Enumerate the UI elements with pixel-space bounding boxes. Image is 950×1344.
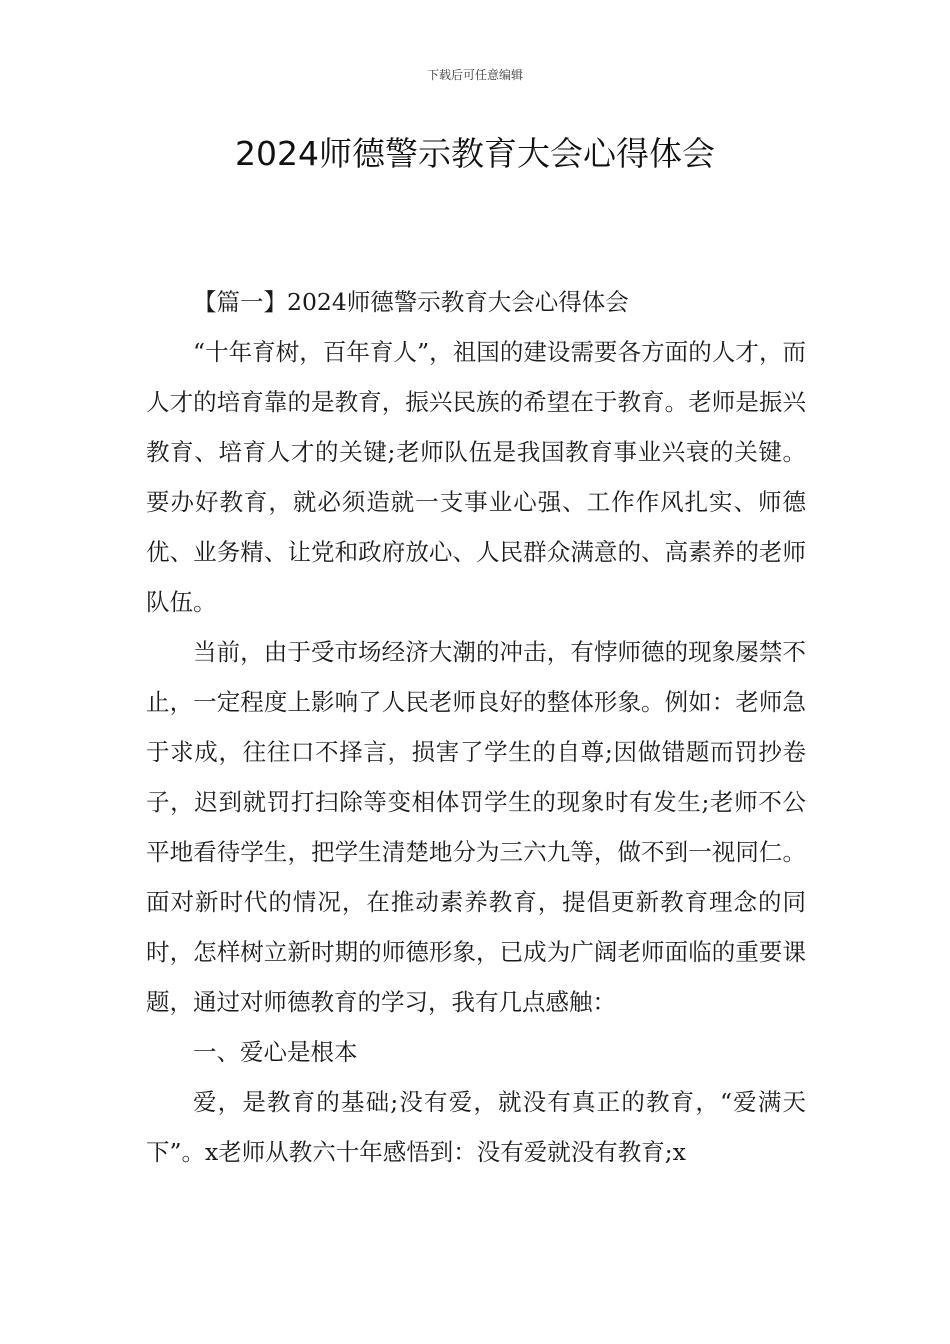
- paragraph-1: “十年育树，百年育人”，祖国的建设需要各方面的人才，而人才的培育靠的是教育，振兴民族的希望在于教育。老师是振兴教育、培育人才的关键;老师队伍是我国教育事业兴衰的关键。要办好教育，就必须造就一支事业心强、工作作风扎实、师德优、业务精、让党和政府放心、人民群众满意的、高素养的老师队伍。: [146, 338, 806, 616]
- section-heading: 【篇一】2024师德警示教育大会心得体会: [193, 288, 629, 316]
- document-body: [146, 277, 806, 1177]
- paragraph-3: 爱，是教育的基础;没有爱，就没有真正的教育，“爱满天下”。x老师从教六十年感悟到：没有爱就没有教育;x: [146, 1088, 806, 1166]
- subheading-love: 一、爱心是根本: [193, 1038, 358, 1066]
- paragraph-2: 当前，由于受市场经济大潮的冲击，有悖师德的现象屡禁不止，一定程度上影响了人民老师良好的整体形象。例如：老师急于求成，往往口不择言，损害了学生的自尊;因做错题而罚抄卷子，迟到就罚打扫除等变相体罚学生的现象时有发生;老师不公平地看待学生，把学生清楚地分为三六九等，做不到一视同仁。面对新时代的情况，在推动素养教育，提倡更新教育理念的同时，怎样树立新时期的师德形象，已成为广阔老师面临的重要课题，通过对师德教育的学习，我有几点感触：: [146, 638, 806, 1016]
- header-note: 下载后可任意编辑: [426, 68, 523, 82]
- document-title: 2024师德警示教育大会心得体会: [235, 134, 715, 173]
